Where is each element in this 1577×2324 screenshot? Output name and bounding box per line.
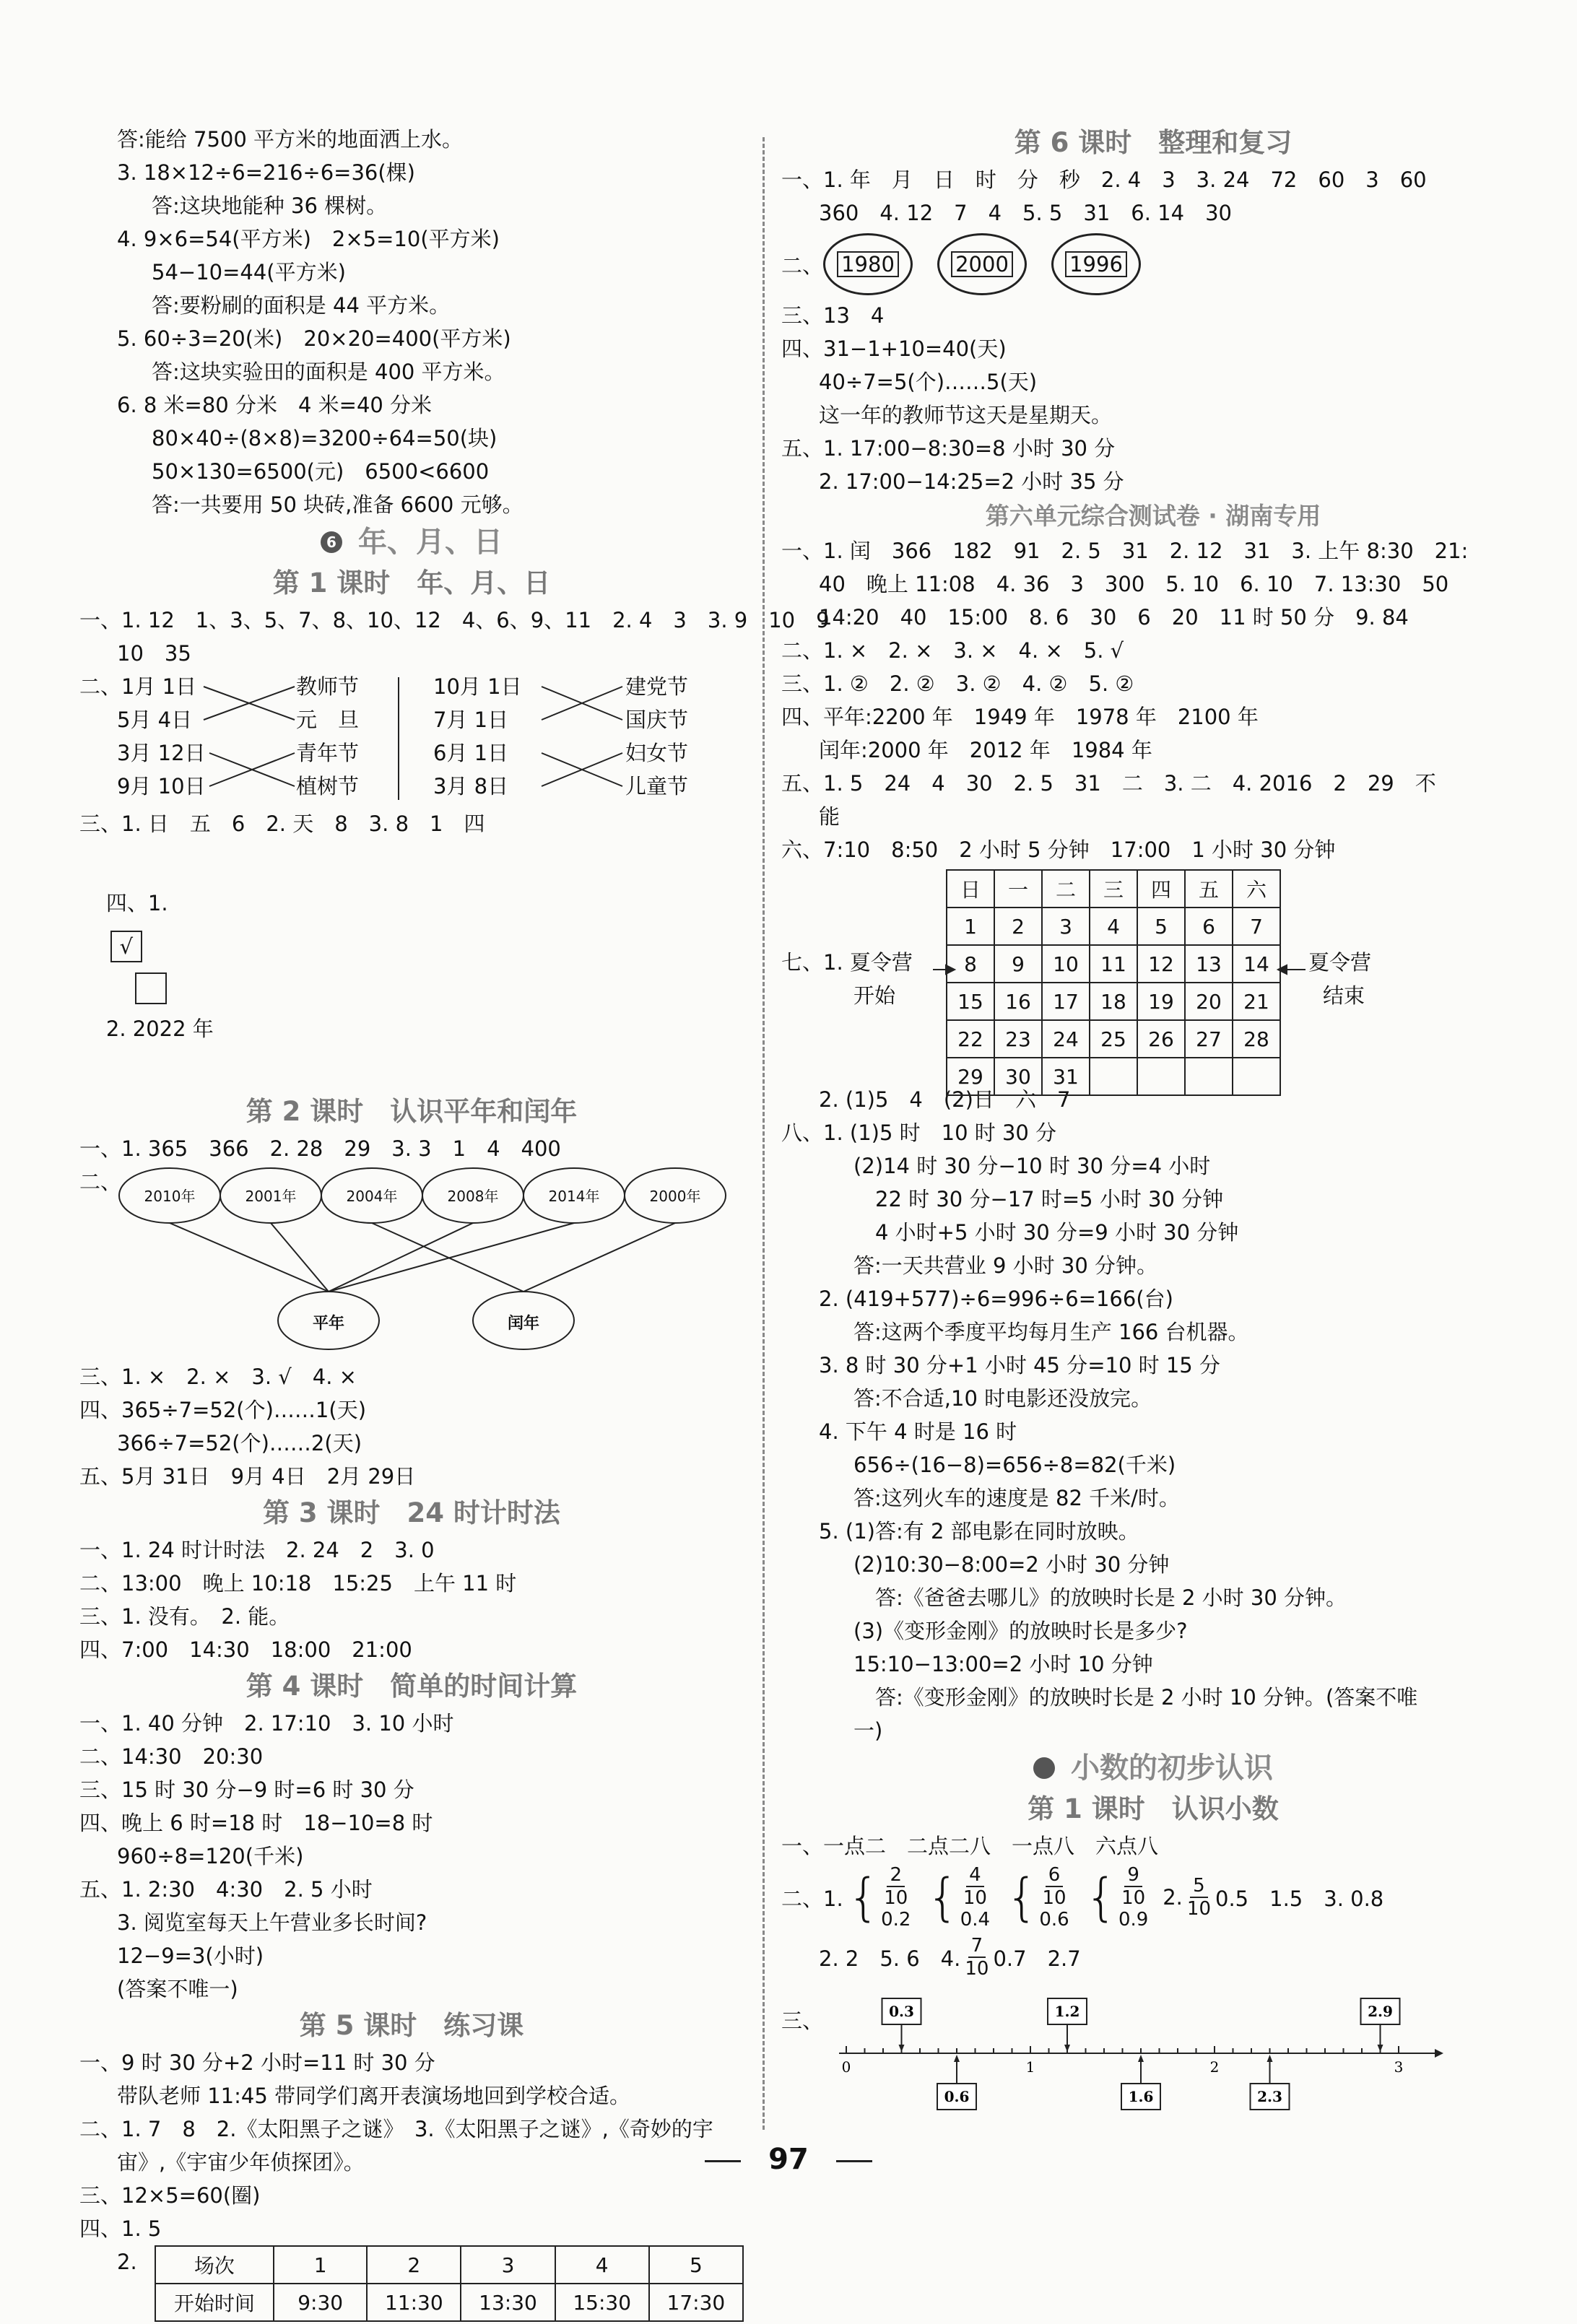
table-cell: 5 (649, 2246, 743, 2284)
matching-exercise (79, 670, 744, 807)
q-text: 2. (1163, 1885, 1183, 1910)
text-line: 二、14:30 20:30 (79, 1744, 264, 1769)
q-text: 2. 2 5. 6 4. (819, 1946, 961, 1971)
text-line: 360 4. 12 7 4 5. 5 31 6. 14 30 (819, 201, 1232, 225)
match-item: 3月 12日 (117, 741, 206, 765)
table-row (947, 870, 1280, 908)
text-line: 答:《爸爸去哪儿》的放映时长是 2 小时 30 分钟。 (875, 1585, 1347, 1610)
text-line (79, 840, 744, 1092)
text-line: 二、1. 7 8 2.《太阳黑子之谜》 3.《太阳黑子之谜》,《奇妙的宇 (79, 2117, 713, 2141)
fraction-line (781, 1863, 1525, 1932)
unit-title: 小数的初步认识 (1071, 1751, 1273, 1785)
frac-num: 7 (968, 1935, 986, 1958)
calendar-table (946, 869, 1281, 1096)
axis-arrow (1435, 2049, 1443, 2058)
table-row (155, 2284, 743, 2321)
table-cell: 开始时间 (155, 2284, 274, 2321)
text-line: 12−9=3(小时) (117, 1944, 264, 1968)
lesson-title: 第 5 课时 练习课 (299, 2010, 524, 2041)
table-cell: 1 (947, 908, 994, 945)
decimal: 0.2 (881, 1909, 911, 1931)
pointer-arrow (954, 2055, 960, 2062)
year-label: 2014年 (548, 1188, 600, 1205)
table-cell: 六 (1233, 870, 1280, 908)
table-cell: 17 (1042, 983, 1090, 1020)
frac-num: 2 (887, 1864, 905, 1887)
match-item: 青年节 (296, 741, 360, 765)
table-cell: 四 (1137, 870, 1185, 908)
table-row (947, 908, 1280, 945)
match-item: 元 旦 (296, 708, 360, 732)
text-line: 一) (853, 1718, 883, 1743)
text-line: 答:《变形金刚》的放映时长是 2 小时 10 分钟。(答案不唯 (875, 1685, 1418, 1710)
table-cell: 1 (274, 2246, 367, 2284)
match-right-dates (433, 670, 522, 803)
table-cell: 18 (1090, 983, 1137, 1020)
table-cell: 4 (555, 2246, 649, 2284)
table-cell: 8 (947, 945, 994, 983)
frac-den: 10 (1186, 1898, 1211, 1920)
frac-den: 10 (1121, 1887, 1146, 1909)
text-line: 5. 60÷3=20(米) 20×20=400(平方米) (117, 326, 511, 351)
table-cell: 9 (994, 945, 1042, 983)
text-line: 四、平年:2200 年 1949 年 1978 年 2100 年 (781, 705, 1259, 729)
answer-value: 2.9 (1368, 2003, 1393, 2020)
frac-num: 5 (1190, 1875, 1208, 1898)
table-cell: 21 (1233, 983, 1280, 1020)
table-cell: 11:30 (367, 2284, 461, 2321)
text-line: 4. 下午 4 时是 16 时 (819, 1419, 1017, 1444)
text-line: 40 晚上 11:08 4. 36 3 300 5. 10 6. 10 7. 13:30 50 (819, 572, 1449, 596)
frac-den: 10 (1042, 1887, 1066, 1909)
page-number (0, 2143, 1577, 2176)
match-item: 10月 1日 (433, 674, 522, 699)
text-line: 一、1. 闰 366 182 91 2. 5 31 2. 12 31 3. 上午 8:30 21: (781, 539, 1469, 563)
table-cell: 19 (1137, 983, 1185, 1020)
text-line: 22 时 30 分−17 时=5 小时 30 分钟 (875, 1187, 1224, 1211)
text-line: 三、1. × 2. × 3. √ 4. × (79, 1365, 357, 1389)
answer-value: 0.3 (889, 2003, 914, 2020)
pointer-arrow (1378, 2045, 1383, 2052)
oval (1051, 233, 1141, 295)
leap-year-label: 闰年 (507, 1315, 539, 1333)
page-number-text: 97 (768, 2143, 809, 2176)
text-line: 四、365÷7=52(个)……1(天) (79, 1398, 367, 1422)
table-cell: 16 (994, 983, 1042, 1020)
text-line: 答:不合适,10 时电影还没放完。 (853, 1386, 1152, 1411)
pointer-arrow (1064, 2045, 1070, 2052)
number-line-block (781, 1983, 1525, 2120)
text-line: 三、1. 日 五 6 2. 天 8 3. 8 1 四 (79, 811, 485, 836)
text-line: 三、15 时 30 分−9 时=6 时 30 分 (79, 1777, 414, 1802)
frac-den: 10 (884, 1887, 908, 1909)
q-prefix: 二、1. (781, 1886, 843, 1911)
text-line: 40÷7=5(个)……5(天) (819, 370, 1038, 394)
schedule-block (117, 2245, 744, 2322)
unit-number-badge: 6 (321, 531, 342, 553)
text-line: 三、13 4 (781, 303, 885, 328)
text-line: 一、1. 24 时计时法 2. 24 2 3. 0 (79, 1538, 435, 1562)
match-item: 国庆节 (625, 708, 689, 732)
unit-heading (79, 521, 744, 563)
q-prefix: 2. (117, 2250, 137, 2274)
table-cell: 5 (1137, 908, 1185, 945)
text-line: 四、1. 5 (79, 2216, 162, 2241)
table-cell: 24 (1042, 1020, 1090, 1058)
pointer-arrow (1267, 2055, 1273, 2062)
text-line: 3. 18×12÷6=216÷6=36(棵) (117, 160, 415, 185)
table-cell: 三 (1090, 870, 1137, 908)
check-box: √ (110, 931, 142, 962)
year-classification-diagram (79, 1165, 744, 1360)
fraction-line-2 (781, 1932, 1525, 1983)
table-row (947, 983, 1280, 1020)
text-line: 2. (1)5 4 (2)日 六 7 (819, 1087, 1071, 1112)
table-cell: 10 (1042, 945, 1090, 983)
pointer-arrow (899, 2045, 905, 2052)
text-line: 3. 阅览室每天上午营业多长时间? (117, 1910, 427, 1935)
tick-label: 3 (1394, 2058, 1404, 2076)
text-line: 能 (819, 804, 840, 829)
text-line: 80×40÷(8×8)=3200÷64=50(块) (152, 426, 498, 451)
q-prefix: 四、1. (105, 891, 168, 915)
table-cell: 14 (1233, 945, 1280, 983)
table-cell: 31 (1042, 1058, 1090, 1095)
text-line: 一、1. 年 月 日 时 分 秒 2. 4 3 3. 24 72 60 3 60 (781, 167, 1427, 192)
table-cell: 22 (947, 1020, 994, 1058)
schedule-table (155, 2245, 744, 2322)
table-cell: 二 (1042, 870, 1090, 908)
year-label: 2000年 (649, 1188, 701, 1205)
text-line: 10 35 (117, 641, 191, 666)
text-line: 五、5月 31日 9月 4日 2月 29日 (79, 1464, 416, 1489)
text-line: 四、晚上 6 时=18 时 18−10=8 时 (79, 1811, 433, 1835)
table-cell: 3 (1042, 908, 1090, 945)
answer-value: 1.6 (1128, 2088, 1154, 2105)
calendar-right-label-2: 结束 (1323, 983, 1365, 1008)
text-line: 2. 17:00−14:25=2 小时 35 分 (819, 469, 1124, 494)
q-text: 0.7 2.7 (993, 1946, 1081, 1971)
text-line: (2)14 时 30 分−10 时 30 分=4 小时 (853, 1154, 1211, 1178)
frac-pair: { $\frac{4}{10}$ 0.4 (926, 1864, 991, 1931)
match-item: 6月 1日 (433, 741, 509, 765)
table-cell: 一 (994, 870, 1042, 908)
table-cell: 20 (1185, 983, 1233, 1020)
text-line: 656÷(16−8)=656÷8=82(千米) (853, 1453, 1176, 1477)
table-cell: 26 (1137, 1020, 1185, 1058)
frac-num: 4 (966, 1864, 984, 1887)
match-item: 9月 10日 (117, 774, 206, 798)
common-year-label: 平年 (312, 1315, 344, 1333)
pointer-arrow (1138, 2055, 1144, 2062)
text-line: 三、1. 没有。 2. 能。 (79, 1604, 290, 1629)
table-row (947, 1058, 1280, 1095)
frac-den: 10 (965, 1958, 989, 1980)
lesson-title: 第 2 课时 认识平年和闰年 (246, 1096, 578, 1127)
match-item: 7月 1日 (433, 708, 509, 732)
table-cell: 29 (947, 1058, 994, 1095)
table-cell: 6 (1185, 908, 1233, 945)
text-line: 答:能给 7500 平方米的地面洒上水。 (117, 127, 464, 152)
frac-pair: { $\frac{2}{10}$ 0.2 (847, 1864, 911, 1931)
table-cell: 3 (461, 2246, 555, 2284)
unit-heading (781, 1747, 1525, 1789)
text-line: 4. 9×6=54(平方米) 2×5=10(平方米) (117, 227, 500, 251)
match-item: 教师节 (296, 674, 360, 699)
table-cell: 17:30 (649, 2284, 743, 2321)
bullet-icon (1033, 1757, 1055, 1779)
frac-num: 9 (1124, 1864, 1142, 1887)
table-cell (1233, 1058, 1280, 1095)
text-line: 15:10−13:00=2 小时 10 分钟 (853, 1652, 1153, 1676)
frac-pair: { $\frac{6}{10}$ 0.6 (1005, 1864, 1069, 1931)
text-line: 2. (419+577)÷6=996÷6=166(台) (819, 1287, 1173, 1311)
table-cell: 场次 (155, 2246, 274, 2284)
match-right-names (625, 670, 688, 803)
table-cell: 25 (1090, 1020, 1137, 1058)
text-line: 五、1. 2:30 4:30 2. 5 小时 (79, 1877, 373, 1902)
text-line: 五、1. 5 24 4 30 2. 5 31 二 3. 二 4. 2016 2 29 不 (781, 771, 1436, 796)
lesson-title: 第 1 课时 认识小数 (1028, 1793, 1279, 1824)
text-line: 二、13:00 晚上 10:18 15:25 上午 11 时 (79, 1571, 517, 1596)
table-cell: 30 (994, 1058, 1042, 1095)
match-item: 妇女节 (625, 741, 689, 765)
text-line: 宙》,《宇宙少年侦探团》。 (117, 2150, 365, 2175)
text-line: 54−10=44(平方米) (152, 260, 346, 284)
year-box: 1996 (1065, 251, 1127, 277)
lesson-title: 第 3 课时 24 时计时法 (263, 1497, 560, 1528)
number-line (817, 1983, 1511, 2120)
text-line: 这一年的教师节这天是星期天。 (819, 403, 1113, 427)
frac-pair: { $\frac{9}{10}$ 0.9 (1085, 1864, 1149, 1931)
table-cell: 2 (367, 2246, 461, 2284)
match-item: 儿童节 (625, 774, 689, 798)
table-cell: 11 (1090, 945, 1137, 983)
text-line: 答:这块地能种 36 棵树。 (152, 193, 388, 218)
text-line: 答:这块实验田的面积是 400 平方米。 (152, 360, 505, 384)
text-line: 八、1. (1)5 时 10 时 30 分 (781, 1120, 1057, 1145)
text-line: 一、1. 40 分钟 2. 17:10 3. 10 小时 (79, 1711, 454, 1736)
right-column (781, 123, 1525, 2120)
table-cell: 4 (1090, 908, 1137, 945)
match-item: 5月 4日 (117, 708, 193, 732)
text-line: 二、1. × 2. × 3. × 4. × 5. √ (781, 638, 1124, 663)
table-cell: 13:30 (461, 2284, 555, 2321)
decimal: 0.9 (1118, 1909, 1149, 1931)
tick-label: 2 (1209, 2058, 1220, 2076)
q-prefix: 二、 (79, 1170, 122, 1194)
test-title: 第六单元综合测试卷 · 湖南专用 (985, 502, 1321, 530)
text-line: 一、一点二 二点二八 一点八 六点八 (781, 1834, 1159, 1858)
table-cell: 15:30 (555, 2284, 649, 2321)
text-line: 一、1. 365 366 2. 28 29 3. 3 1 4 400 (79, 1136, 561, 1161)
oval (823, 233, 913, 295)
text-line: 带队老师 11:45 带同学们离开表演场地回到学校合适。 (117, 2084, 631, 2108)
calendar-left-label: 七、1. 夏令营 (781, 950, 913, 975)
q-prefix: 二、 (781, 253, 824, 278)
q-text: 2. 2022 年 (105, 1017, 214, 1041)
frac-den: 10 (963, 1887, 987, 1909)
text-line: 四、31−1+10=40(天) (781, 336, 1007, 361)
lesson-title: 第 1 课时 年、月、日 (272, 567, 551, 599)
lesson-title: 第 4 课时 简单的时间计算 (246, 1671, 578, 1702)
table-cell (1185, 1058, 1233, 1095)
year-label: 2008年 (447, 1188, 499, 1205)
table-cell: 7 (1233, 908, 1280, 945)
lesson-title: 第 6 课时 整理和复习 (1014, 127, 1293, 158)
decimal: 0.4 (960, 1909, 991, 1931)
table-cell: 13 (1185, 945, 1233, 983)
answer-value: 2.3 (1257, 2088, 1282, 2105)
text-line: 960÷8=120(千米) (117, 1844, 304, 1868)
text-line: 一、1. 12 1、3、5、7、8、10、12 4、6、9、11 2. 4 3 3. 9 10 9 (79, 608, 830, 632)
tick-label: 0 (841, 2058, 851, 2076)
tick-label: 1 (1025, 2058, 1035, 2076)
table-cell: 23 (994, 1020, 1042, 1058)
match-item: 植树节 (296, 774, 360, 798)
oval (937, 233, 1027, 295)
text-line: 6. 8 米=80 分米 4 米=40 分米 (117, 393, 433, 417)
answer-value: 1.2 (1054, 2003, 1080, 2020)
table-row (947, 1020, 1280, 1058)
table-row (155, 2246, 743, 2284)
text-line: 一、9 时 30 分+2 小时=11 时 30 分 (79, 2050, 435, 2075)
calendar-right-label: 夏令营 (1308, 950, 1372, 975)
decimal: 0.6 (1039, 1909, 1069, 1931)
year-label: 2001年 (245, 1188, 297, 1205)
text-line: 四、7:00 14:30 18:00 21:00 (79, 1637, 412, 1662)
table-cell: 27 (1185, 1020, 1233, 1058)
text-line: 366÷7=52(个)……2(天) (117, 1431, 362, 1455)
table-cell (1137, 1058, 1185, 1095)
text-line: (3)《变形金刚》的放映时长是多少? (853, 1619, 1188, 1643)
text-line: 5. (1)答:有 2 部电影在同时放映。 (819, 1519, 1139, 1544)
unit-title: 年、月、日 (358, 526, 503, 559)
year-label: 2004年 (346, 1188, 398, 1205)
text-line: 答:这两个季度平均每月生产 166 台机器。 (853, 1320, 1249, 1344)
column-divider (763, 137, 765, 2130)
match-item: 建党节 (625, 674, 689, 699)
text-line: 4 小时+5 小时 30 分=9 小时 30 分钟 (875, 1220, 1239, 1245)
table-row (947, 945, 1280, 983)
year-box: 1980 (837, 251, 899, 277)
year-label: 2010年 (144, 1188, 196, 1205)
text-line: 答:这列火车的速度是 82 千米/时。 (853, 1486, 1180, 1510)
text-line: (答案不唯一) (117, 1977, 238, 2001)
match-item: 3月 8日 (433, 774, 509, 798)
match-item: 二、1月 1日 (79, 674, 197, 699)
calendar-block (781, 866, 1525, 1089)
table-cell: 五 (1185, 870, 1233, 908)
text-line: 闰年:2000 年 2012 年 1984 年 (819, 738, 1152, 762)
table-cell: 15 (947, 983, 994, 1020)
calendar-left-label-2: 开始 (853, 983, 896, 1008)
text-line: 五、1. 17:00−8:30=8 小时 30 分 (781, 436, 1116, 461)
text-line: 答:一天共营业 9 小时 30 分钟。 (853, 1253, 1157, 1278)
empty-box (135, 972, 167, 1004)
text-line: 答:一共要用 50 块砖,准备 6600 元够。 (152, 492, 524, 517)
table-cell (1090, 1058, 1137, 1095)
text-line: 答:要粉刷的面积是 44 平方米。 (152, 293, 451, 318)
table-cell: 28 (1233, 1020, 1280, 1058)
text-line: 50×130=6500(元) 6500<6600 (152, 459, 490, 484)
year-ovals (781, 230, 1525, 299)
table-cell: 9:30 (274, 2284, 367, 2321)
text-line: 三、12×5=60(圈) (79, 2183, 261, 2208)
year-box: 2000 (951, 251, 1013, 277)
text-line: 三、1. ② 2. ② 3. ② 4. ② 5. ② (781, 671, 1134, 696)
table-cell: 12 (1137, 945, 1185, 983)
text-line: (2)10:30−8:00=2 小时 30 分钟 (853, 1552, 1170, 1577)
text-line: 14:20 40 15:00 8. 6 30 6 20 11 时 50 分 9. 84 (819, 605, 1409, 630)
answer-value: 0.6 (944, 2088, 970, 2105)
q-prefix: 三、 (781, 2009, 824, 2033)
table-cell: 2 (994, 908, 1042, 945)
table-cell: 日 (947, 870, 994, 908)
text-line: 六、7:10 8:50 2 小时 5 分钟 17:00 1 小时 30 分钟 (781, 837, 1336, 862)
q-text: 0.5 1.5 3. 0.8 (1215, 1886, 1384, 1911)
text-line: 3. 8 时 30 分+1 小时 45 分=10 时 15 分 (819, 1353, 1220, 1378)
frac-num: 6 (1046, 1864, 1064, 1887)
